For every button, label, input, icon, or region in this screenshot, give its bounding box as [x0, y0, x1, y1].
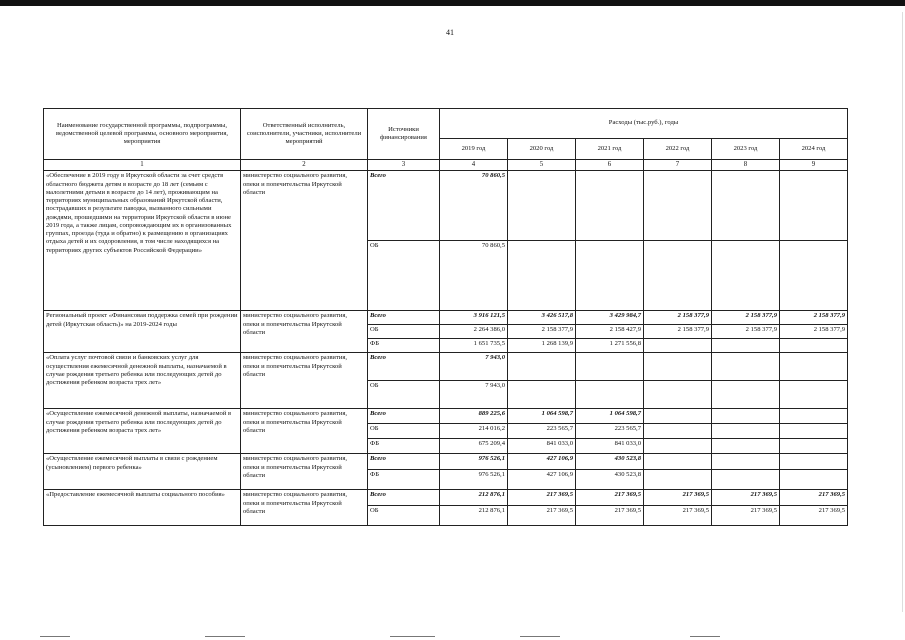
amount-cell: 2 158 377,9: [780, 311, 848, 325]
amount-cell: 1 271 556,8: [576, 339, 644, 353]
amount-cell: 2 158 377,9: [712, 311, 780, 325]
amount-cell: [780, 171, 848, 241]
funding-source-cell: ФБ: [368, 439, 440, 454]
amount-cell: 70 860,5: [440, 171, 508, 241]
table-row: [44, 454, 848, 470]
executor-cell: министерство социального развития, опеки и попечительства Иркутской области: [241, 490, 368, 526]
column-number: 1: [44, 160, 241, 171]
amount-cell: [780, 241, 848, 311]
header-funding-source: Источники финансирования: [368, 109, 440, 160]
funding-source-cell: ОБ: [368, 325, 440, 339]
program-name-cell: Региональный проект «Финансовая поддержка семей при рождении детей (Иркутская область)» на 2019-2024 годы: [44, 311, 241, 353]
amount-cell: 2 264 386,0: [440, 325, 508, 339]
table-row: [44, 409, 848, 424]
funding-source-cell: Всего: [368, 490, 440, 506]
amount-cell: [644, 424, 712, 439]
amount-cell: 427 106,9: [508, 454, 576, 470]
amount-cell: 3 426 517,8: [508, 311, 576, 325]
scan-artifact: [205, 636, 245, 637]
header-expenses: Расходы (тыс.руб.), годы: [440, 109, 848, 139]
amount-cell: 70 860,5: [440, 241, 508, 311]
amount-cell: [712, 381, 780, 409]
executor-cell: министерство социального развития, опеки и попечительства Иркутской области: [241, 454, 368, 490]
amount-cell: [712, 470, 780, 490]
header-year: 2024 год: [780, 139, 848, 160]
scan-artifact: [520, 636, 560, 637]
amount-cell: 2 158 377,9: [712, 325, 780, 339]
amount-cell: 1 268 139,9: [508, 339, 576, 353]
header-year: 2020 год: [508, 139, 576, 160]
amount-cell: 889 225,6: [440, 409, 508, 424]
amount-cell: [644, 409, 712, 424]
funding-source-cell: ОБ: [368, 424, 440, 439]
amount-cell: [508, 381, 576, 409]
amount-cell: [644, 454, 712, 470]
amount-cell: 223 565,7: [576, 424, 644, 439]
page-number: 41: [446, 28, 454, 37]
amount-cell: 217 369,5: [644, 490, 712, 506]
funding-source-cell: ОБ: [368, 381, 440, 409]
funding-source-cell: Всего: [368, 353, 440, 381]
scan-top-border: [0, 0, 905, 6]
amount-cell: 430 523,8: [576, 454, 644, 470]
executor-cell: министерство социального развития, опеки и попечительства Иркутской области: [241, 171, 368, 311]
amount-cell: 2 158 377,9: [644, 325, 712, 339]
column-number: 5: [508, 160, 576, 171]
table-row: [44, 353, 848, 381]
amount-cell: [780, 424, 848, 439]
amount-cell: 1 651 735,5: [440, 339, 508, 353]
amount-cell: 976 526,1: [440, 454, 508, 470]
amount-cell: 214 016,2: [440, 424, 508, 439]
amount-cell: 841 033,0: [576, 439, 644, 454]
amount-cell: [576, 353, 644, 381]
scan-artifact: [690, 636, 720, 637]
executor-cell: министерство социального развития, опеки и попечительства Иркутской области: [241, 311, 368, 353]
amount-cell: 1 064 598,7: [576, 409, 644, 424]
funding-source-cell: Всего: [368, 311, 440, 325]
amount-cell: [712, 339, 780, 353]
amount-cell: [508, 171, 576, 241]
amount-cell: 7 943,0: [440, 353, 508, 381]
amount-cell: 427 106,9: [508, 470, 576, 490]
amount-cell: 2 158 377,9: [780, 325, 848, 339]
amount-cell: [712, 409, 780, 424]
amount-cell: 217 369,5: [644, 506, 712, 526]
amount-cell: 212 876,1: [440, 490, 508, 506]
scan-artifact: [40, 636, 70, 637]
column-number: 7: [644, 160, 712, 171]
program-name-cell: «Предоставление ежемесячной выплаты социального пособия»: [44, 490, 241, 526]
amount-cell: 217 369,5: [508, 506, 576, 526]
amount-cell: 217 369,5: [576, 506, 644, 526]
amount-cell: 217 369,5: [712, 506, 780, 526]
column-number: 8: [712, 160, 780, 171]
amount-cell: 2 158 377,9: [644, 311, 712, 325]
amount-cell: [508, 353, 576, 381]
amount-cell: [712, 439, 780, 454]
program-name-cell: «Оплата услуг почтовой связи и банковских услуг для осуществления ежемесячной денежной выплаты, назначаемой в случае рождения третьего ребенка или последующих детей до достижения ребенком возраста трех лет»: [44, 353, 241, 409]
amount-cell: 2 158 377,9: [508, 325, 576, 339]
amount-cell: [780, 439, 848, 454]
amount-cell: 675 209,4: [440, 439, 508, 454]
header-year: 2022 год: [644, 139, 712, 160]
program-name-cell: «Обеспечение в 2019 году в Иркутской области за счет средств областного бюджета детям в возрасте до 18 лет (семьям с малолетними детьми в возрасте до 14 лет), проживающим на территориях муниципальных образований Иркутской области, пострадавших в результате паводка, вызванного сильными дождями, прошедшими на территории Иркутской области в июне 2019 года, а также лицам, сопровождающим их в организованных группах, проезда (туда и обратно) к размещению в организациях отдыха детей и их оздоровления, в том числе находящихся на территориях других субъектов Российской Федерации»: [44, 171, 241, 311]
amount-cell: [576, 381, 644, 409]
amount-cell: [644, 470, 712, 490]
amount-cell: [644, 439, 712, 454]
program-name-cell: «Осуществление ежемесячной денежной выплаты, назначаемой в случае рождения третьего ребенка или последующих детей до достижения ребенком возраста трех лет»: [44, 409, 241, 454]
amount-cell: [712, 171, 780, 241]
amount-cell: [712, 454, 780, 470]
amount-cell: 976 526,1: [440, 470, 508, 490]
funding-source-cell: ОБ: [368, 506, 440, 526]
amount-cell: [780, 339, 848, 353]
funding-source-cell: ФБ: [368, 339, 440, 353]
amount-cell: 217 369,5: [712, 490, 780, 506]
program-name-cell: «Осуществление ежемесячной выплаты в связи с рождением (усыновлением) первого ребенка»: [44, 454, 241, 490]
amount-cell: 217 369,5: [508, 490, 576, 506]
table-row: [44, 311, 848, 325]
amount-cell: [712, 241, 780, 311]
executor-cell: министерство социального развития, опеки и попечительства Иркутской области: [241, 409, 368, 454]
amount-cell: [644, 241, 712, 311]
amount-cell: 217 369,5: [780, 506, 848, 526]
header-program-name: Наименование государственной программы, подпрограммы, ведомственной целевой программы, основного мероприятия, мероприятия: [44, 109, 241, 160]
table-row: [44, 490, 848, 506]
amount-cell: 2 158 427,9: [576, 325, 644, 339]
amount-cell: [780, 409, 848, 424]
amount-cell: [644, 353, 712, 381]
amount-cell: 217 369,5: [780, 490, 848, 506]
amount-cell: [576, 241, 644, 311]
amount-cell: 217 369,5: [576, 490, 644, 506]
amount-cell: [780, 353, 848, 381]
column-number: 4: [440, 160, 508, 171]
header-executor: Ответственный исполнитель, соисполнители, участники, исполнители мероприятий: [241, 109, 368, 160]
column-number: 6: [576, 160, 644, 171]
amount-cell: 223 565,7: [508, 424, 576, 439]
amount-cell: 841 033,0: [508, 439, 576, 454]
amount-cell: 212 876,1: [440, 506, 508, 526]
amount-cell: 3 429 984,7: [576, 311, 644, 325]
amount-cell: [780, 470, 848, 490]
amount-cell: [644, 171, 712, 241]
amount-cell: [712, 424, 780, 439]
amount-cell: 430 523,8: [576, 470, 644, 490]
executor-cell: министерство социального развития, опеки и попечительства Иркутской области: [241, 353, 368, 409]
table-row: [44, 171, 848, 241]
funding-source-cell: Всего: [368, 409, 440, 424]
header-year: 2021 год: [576, 139, 644, 160]
column-number: 9: [780, 160, 848, 171]
scan-right-edge: [902, 12, 903, 612]
funding-source-cell: Всего: [368, 454, 440, 470]
amount-cell: [780, 454, 848, 470]
amount-cell: [644, 381, 712, 409]
amount-cell: 1 064 598,7: [508, 409, 576, 424]
amount-cell: 3 916 121,5: [440, 311, 508, 325]
column-number: 2: [241, 160, 368, 171]
scan-artifact: [390, 636, 435, 637]
budget-table: [43, 108, 848, 526]
amount-cell: 7 943,0: [440, 381, 508, 409]
column-number: 3: [368, 160, 440, 171]
amount-cell: [780, 381, 848, 409]
amount-cell: [644, 339, 712, 353]
amount-cell: [576, 171, 644, 241]
header-year: 2019 год: [440, 139, 508, 160]
amount-cell: [508, 241, 576, 311]
amount-cell: [712, 353, 780, 381]
funding-source-cell: ОБ: [368, 241, 440, 311]
header-year: 2023 год: [712, 139, 780, 160]
funding-source-cell: Всего: [368, 171, 440, 241]
funding-source-cell: ФБ: [368, 470, 440, 490]
